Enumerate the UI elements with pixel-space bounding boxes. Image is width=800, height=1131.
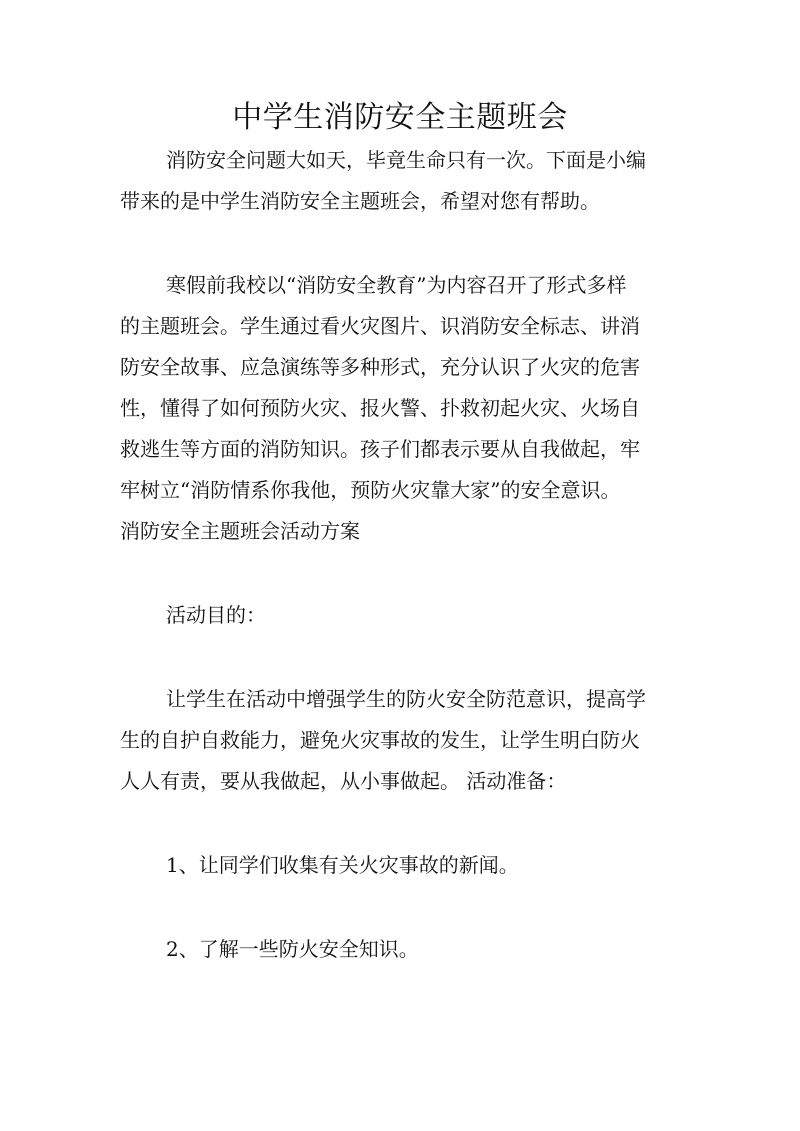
paragraph1-line-7: 消防安全主题班会活动方案 bbox=[120, 519, 360, 543]
paragraph1-line-1: 寒假前我校以“消防安全教育”为内容召开了形式多样 bbox=[166, 273, 627, 297]
purpose-line-2: 生的自护自救能力，避免火灾事故的发生，让学生明白防火 bbox=[120, 728, 640, 752]
intro-line-2: 带来的是中学生消防安全主题班会，希望对您有帮助。 bbox=[120, 189, 600, 213]
prep-item-1: 1、让同学们收集有关火灾事故的新闻。 bbox=[166, 853, 519, 877]
purpose-line-3: 人人有责，要从我做起，从小事做起。 活动准备： bbox=[120, 769, 567, 793]
purpose-heading: 活动目的： bbox=[166, 603, 266, 627]
paragraph1-line-5: 救逃生等方面的消防知识。孩子们都表示要从自我做起，牢 bbox=[120, 437, 640, 461]
purpose-line-1: 让学生在活动中增强学生的防火安全防范意识，提高学 bbox=[166, 687, 646, 711]
paragraph1-line-2: 的主题班会。学生通过看火灾图片、识消防安全标志、讲消 bbox=[120, 314, 640, 338]
paragraph1-line-4: 性，懂得了如何预防火灾、报火警、扑救初起火灾、火场自 bbox=[120, 396, 640, 420]
paragraph1-line-3: 防安全故事、应急演练等多种形式，充分认识了火灾的危害 bbox=[120, 355, 640, 379]
paragraph1-line-6: 牢树立“消防情系你我他，预防火灾靠大家”的安全意识。 bbox=[120, 478, 621, 502]
document-title: 中学生消防安全主题班会 bbox=[232, 100, 568, 135]
intro-line-1: 消防安全问题大如天，毕竟生命只有一次。下面是小编 bbox=[166, 148, 646, 172]
prep-item-2: 2、了解一些防火安全知识。 bbox=[166, 937, 419, 961]
